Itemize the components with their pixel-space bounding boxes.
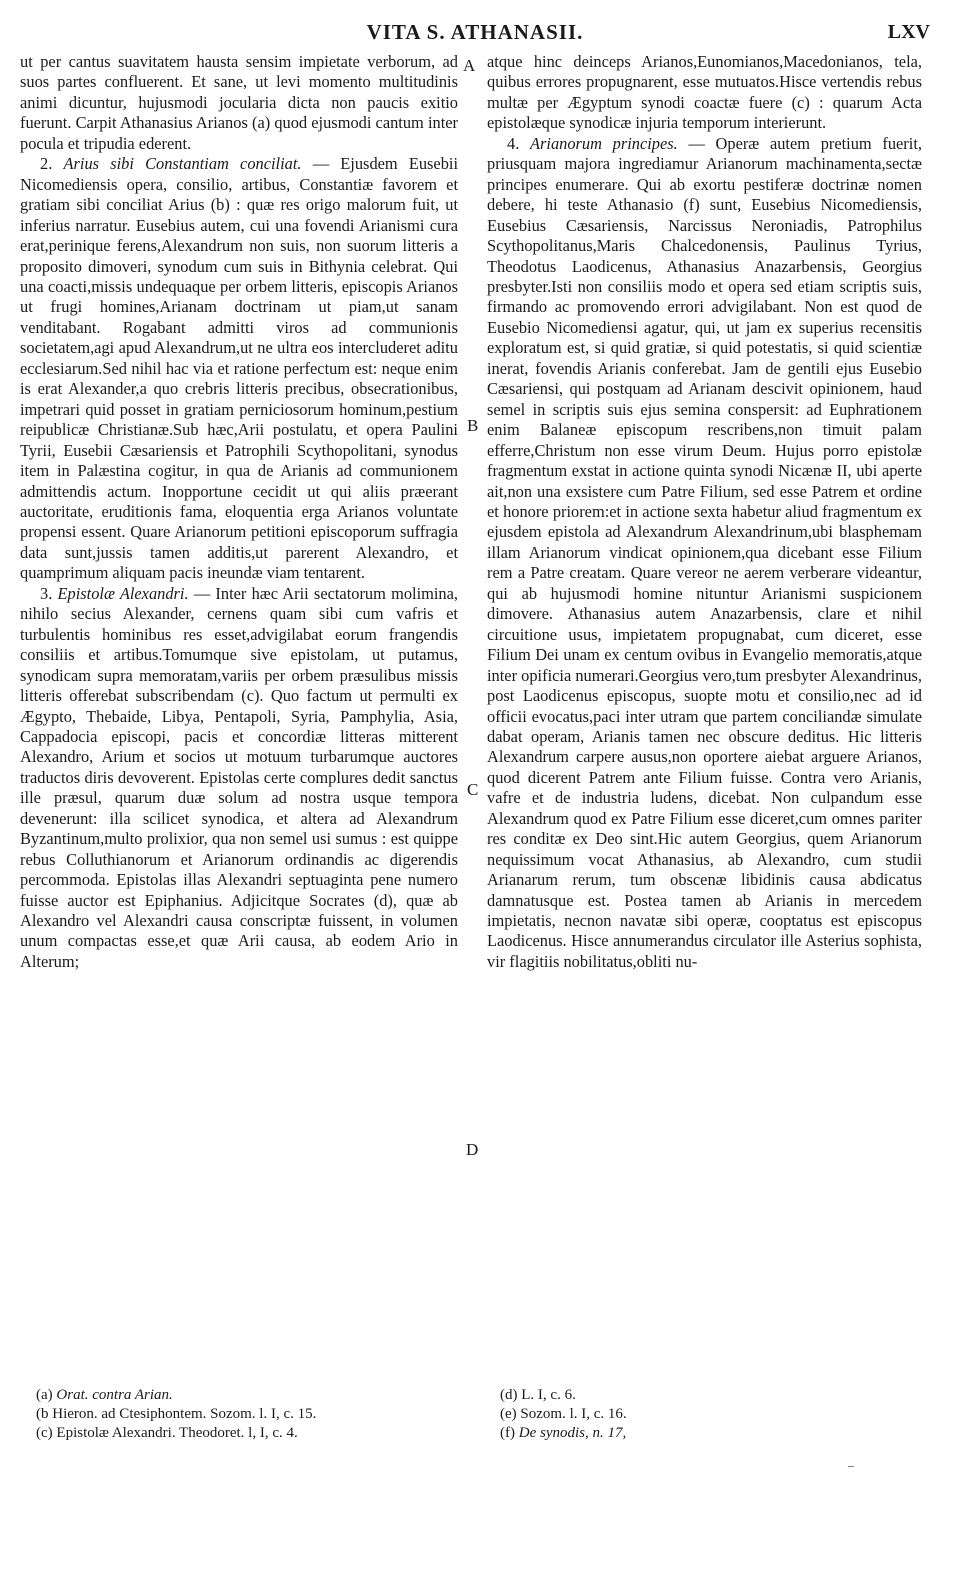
paragraph: ut per cantus suavitatem hausta sensim impietate verborum, ad suos partes confluerent. Et sane, ut levi momento multitudinis animi dicuntur, hujusmodi jocularia dicta non paucis exitio fuerunt. Carpit Athanasius Arianos (a) quod ejusmodi cantum inter pocula et tripudia ederent. xyxy=(20,52,458,153)
right-column xyxy=(487,52,922,972)
footnote xyxy=(500,1405,900,1424)
margin-marker-d: D xyxy=(466,1140,479,1159)
section-number: 3. xyxy=(40,583,53,603)
footnotes-right xyxy=(500,1386,900,1443)
section-heading: Epistolæ Alexandri. xyxy=(57,583,189,603)
footnote-text: Orat. contra Arian. xyxy=(56,1387,173,1403)
section-number: 4. xyxy=(507,133,520,153)
footnote xyxy=(500,1424,900,1443)
footnote xyxy=(36,1424,456,1443)
footnote-text: Sozom. l. I, c. 16. xyxy=(520,1406,627,1422)
page-number: LXV xyxy=(887,21,930,43)
section-text: — Inter hæc Arii sectatorum molimina, nihilo secius Alexander, cernens quam sibi cum vafris et turbulentis hominibus res esset,advigilabat eorum frangendis consiliis et artibus.Tomumque sive epistolam, ut putamus, synodicam supra memoratam,variis per orbem præsulibus missis litteris offerebat subscribendam (c). Quo factum ut permulti ex Ægypto, Thebaide, Libya, Pentapoli, Syria, Pamphylia, Asia, Cappadocia episcopi, pacis et concordiæ litteras mitterent Alexandro, Arium et socios ut motuum turbarumque auctores traductos diris devoverent. Epistolas certe complures dedit sanctus ille præsul, quarum duæ solum ad nostra usque tempora devenerunt: illa scilicet synodica, et altera ad Alexandrum Byzantinum,multo prolixior, qua non semel usi sumus : est quippe rebus Colluthianorum et Arianorum ordinandis ac digerendis percommoda. Epistolas illas Alexandri septuaginta pene numero fuisse auctor est Epiphanius. Adjicitque Socrates (d), quæ ab Alexandro vel Alexandri causa conscriptæ fuissent, in volumen unum compactas esse,et quæ Arii causa, ab eodem Ario in Alterum; xyxy=(20,583,458,971)
footnote-mark: (c) xyxy=(36,1425,53,1441)
section-2 xyxy=(20,154,458,584)
footnote-text: Hieron. ad Ctesiphontem. Sozom. l. I, c. 15. xyxy=(52,1406,317,1422)
section-text: — Ejusdem Eusebii Nicomediensis opera, consilio, artibus, Constantiæ favorem et gratiam sibi conciliat Arius (b) : quæ res origo malorum fuit, ut inferius narratur. Eusebius autem, cui una fovendi Arianismi cura erat,perinique ferens,Alexandrum non suis, non suorum litteris a proposito dimoveri, synodum cum suis in Bithynia celebrat. Qui una coacti,missis undequaque per orbem litteris, episcopis Arianos ut frugi homines,Arianam doctrinam ut piam,ut sanam venditabant. Rogabant admitti viros ad communionis societatem,agi apud Alexandrum,ut ne ultra eos intercluderet aditu ecclesiarum.Sed nihil hac via et ratione perfectum est: neque enim is erat Alexander,a quo crebris litteris precibus, obsecrationibus, impetrari quid posset in gratiam perniciosorum hominum,pestium reipublicæ Christianæ.Sub hæc,Arii postulatu, et opera Paulini Tyrii, Eusebii Cæsariensis et Patrophili Scythopolitani, synodus item in Palæstina cogitur, in qua de Arianis ad communionem admittendis actum. Inopportune cecidit ut qui aliis præerant auctoritate, eruditionis fama, eloquentia erga Arianos voluntate propensi essent. Quare Arianorum petitioni episcoporum suffragia data sunt,jussis tamen additis,ut parerent Alexandro, et quamprimum aliquam pacis ineundæ viam tentarent. xyxy=(20,154,459,583)
footnote xyxy=(36,1386,456,1405)
footnote-mark: (e) xyxy=(500,1406,517,1422)
section-3 xyxy=(20,584,458,973)
section-4 xyxy=(487,134,922,973)
running-header xyxy=(20,20,930,44)
footnote-text: Epistolæ Alexandri. Theodoret. l, I, c. 4. xyxy=(56,1425,298,1441)
section-number: 2. xyxy=(40,154,53,174)
footnote-mark: (b xyxy=(36,1406,49,1422)
footnote-text: L. I, c. 6. xyxy=(521,1387,576,1403)
section-text: — Operæ autem pretium fuerit, priusquam majora ingrediamur Arianorum machinamenta,sectæ principes enumerare. Qui ab exortu pestiferæ doctrinæ nomen debere, hi teste Athanasio (f) sunt, Eusebius Nicomediensis, Eusebius Cæsariensis, Narcissus Neroniadis, Patrophilus Scythopolitanus,Maris Chalcedonensis, Paulinus Tyrius, Theodotus Laodicenus, Athanasius Anazarbensis, Georgius presbyter.Isti non consiliis modo et opera sed etiam scriptis suis, firmando ac promovendo errori advigilabant. Non est quod de Eusebio Nicomediensi agatur, qui, ut jam ex superius recensitis exploratum est, si quid gratiæ, si quid potestatis, si quid scientiæ inerat, fovendis Arianis conferebat. Jam de gentili ejus Eusebio Cæsariensi, qui postquam ad Arianam descivit opinionem, haud semel in scriptis suis ejus semina conspersit: ad Euphrationem enim Balaneæ episcopum rescribens,non timuit palam efferre,Christum non esse virum Deum. Hujus porro epistolæ fragmentum exstat in actione quinta synodi Nicænæ II, ubi aperte ait,non una exsistere cum Patre Filium, sed esse Patrem et ordine et honore priorem:et in actione sexta habetur aliud fragmentum ex ejusdem epistola ad Alexandrum Alexandrinum,ubi blasphemam illam Arianorum vindicat opinionem,qua dicebant esse Filium rem a Patre creatam. Quare vereor ne aerem verberare videantur, qui ab hujusmodi homine nituntur Arianismi suspicionem dimovere. Athanasius autem Anazarbensis, clare et nihil circuitione usus, impietatem propugnabat, cum diceret, esse Filium Dei unam ex centum ovibus in Evangelio memoratis,atque inter opificia numerari.Georgius vero,tum presbyter Alexandrinus, post Laodicenus episcopus, suopte motu et consilio,nec ad id officii evocatus,paci inter utram que partem conciliandæ simulate dabat operam, Arianis tamen nec obscure deditus. Hic litteris Alexandrum carpere ausus,non oportere aiebat arguere Arianos, quod dicerent Patrem ante Filium fuisse. Contra vero Arianis, vafre et de industria ludens, dicebat. Non culpandum esse Alexandrum quod ex Patre Filium esse diceret,cum omnes pariter res conditæ ex Deo sint.Hic autem Georgius, quem Arianorum nequissimum vocat Athanasius, ab Alexandro, cum studii Arianarum rerum, tum obscenæ libidinis causa abdicatus damnatusque est. Postea tamen ab Arianis in mercedem impietatis, necnon navatæ sibi operæ, cooptatus est episcopus Laodicenus. Hisce annumerandus circulator ille Asterius sophista, vir flagitiis nobilitatus,obliti nu- xyxy=(487,133,922,971)
section-heading: Arianorum principes. xyxy=(530,133,678,153)
margin-marker-c: C xyxy=(467,780,479,799)
page-title: VITA S. ATHANASII. xyxy=(366,20,584,44)
footnote-mark: (a) xyxy=(36,1387,53,1403)
footnotes-left xyxy=(36,1386,456,1443)
paragraph: atque hinc deinceps Arianos,Eunomianos,Macedonianos, tela, quibus errores propugnarent, esse mutuatos.Hisce vertendis rebus multæ per Ægyptum synodi coactæ fuere (c) : quarum Acta epistolæque synodicæ injuria temporum interierunt. xyxy=(487,52,922,133)
footnote xyxy=(36,1405,456,1424)
footnote-mark: (f) xyxy=(500,1425,515,1441)
footnote xyxy=(500,1386,900,1405)
left-column xyxy=(20,52,458,972)
footnote-mark: (d) xyxy=(500,1387,518,1403)
margin-marker-a: A xyxy=(463,56,476,75)
margin-marker-b: B xyxy=(467,416,479,435)
section-heading: Arius sibi Constantiam conciliat. xyxy=(63,154,302,174)
margin-tick xyxy=(848,1466,854,1467)
footnote-text: De synodis, n. 17, xyxy=(518,1425,627,1441)
